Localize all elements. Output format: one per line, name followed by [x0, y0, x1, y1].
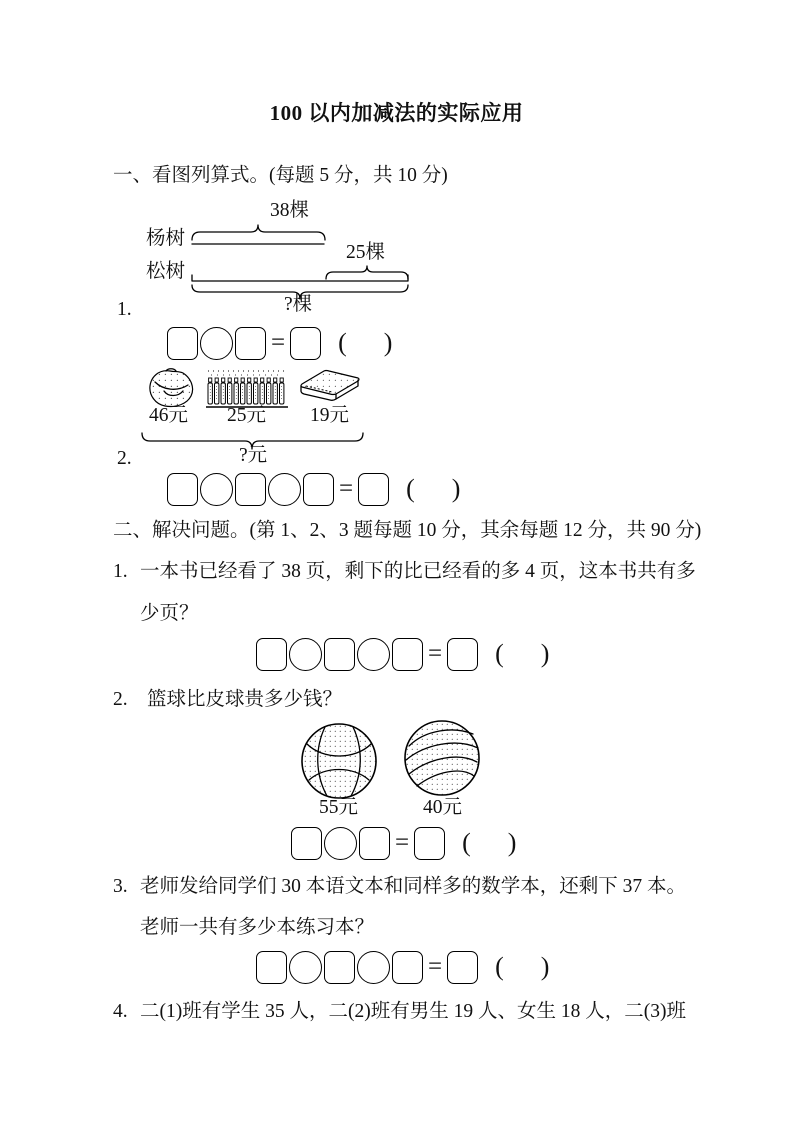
unit-blank-space — [506, 654, 539, 655]
problem1-text-line2: 少页？ — [140, 603, 199, 624]
section1-q1-number: 1. — [117, 299, 132, 320]
section1-q2-number: 2. — [117, 448, 132, 469]
equation-row-problem1 — [256, 636, 549, 672]
problem2-text-line1: 篮球比皮球贵多少钱？ — [147, 689, 343, 710]
equation-row-section1-q1 — [167, 325, 392, 361]
tree-diagram-25-label: 25棵 — [346, 242, 386, 263]
number-box-blank — [256, 951, 287, 984]
operator-circle-blank — [324, 827, 357, 860]
operator-circle-blank — [289, 951, 322, 984]
number-box-blank — [359, 827, 390, 860]
tree-diagram-total-label: ?棵 — [284, 294, 313, 315]
unit-paren-open: ( — [462, 828, 471, 857]
price-diagram-total-label: ?元 — [239, 445, 268, 466]
unit-blank-space — [417, 489, 450, 490]
operator-circle-blank — [200, 327, 233, 360]
unit-paren-close: ) — [507, 828, 517, 857]
problem3-text-line2: 老师一共有多少本练习本？ — [140, 917, 375, 938]
problem3-text-line1: 老师发给同学们 30 本语文本和同样多的数学本，还剩下 37 本。 — [140, 876, 687, 897]
page-title: 100 以内加减法的实际应用 — [269, 101, 524, 125]
number-box-blank — [324, 638, 355, 671]
equals-sign: = — [271, 329, 286, 356]
equals-sign: = — [428, 953, 443, 980]
equation-row-problem2 — [291, 825, 516, 861]
number-box-blank — [324, 951, 355, 984]
number-box-blank — [256, 638, 287, 671]
pencil-case-drawing — [292, 367, 364, 407]
section1-heading: 一、看图列算式。(每题 5 分，共 10 分) — [113, 165, 448, 186]
rubber-ball-drawing — [401, 718, 483, 798]
problem1-number: 1. — [113, 561, 128, 582]
tree-diagram-pine-label: 松树 — [146, 261, 186, 282]
unit-paren-close: ) — [383, 328, 393, 357]
marker-pen-set-drawing — [206, 368, 288, 410]
number-box-blank — [167, 473, 198, 506]
operator-circle-blank — [357, 951, 390, 984]
number-box-blank — [235, 327, 266, 360]
answer-box-blank — [447, 951, 478, 984]
problem1-text-line1: 一本书已经看了 38 页，剩下的比已经看的多 4 页，这本书共有多 — [140, 561, 696, 582]
operator-circle-blank — [268, 473, 301, 506]
price-label-pen-set: 25元 — [227, 405, 267, 426]
answer-box-blank — [447, 638, 478, 671]
equals-sign: = — [339, 475, 354, 502]
number-box-blank — [392, 951, 423, 984]
equation-row-section1-q2 — [167, 471, 460, 507]
schoolbag-drawing — [146, 367, 198, 409]
problem2-number: 2. — [113, 689, 128, 710]
number-box-blank — [235, 473, 266, 506]
section2-heading: 二、解决问题。(第 1、2、3 题每题 10 分，其余每题 12 分，共 90 分) — [113, 520, 702, 541]
unit-paren-open: ( — [495, 639, 504, 668]
number-box-blank — [303, 473, 334, 506]
answer-box-blank — [290, 327, 321, 360]
equation-row-problem3 — [256, 949, 549, 985]
answer-box-blank — [358, 473, 389, 506]
unit-paren-close: ) — [540, 639, 550, 668]
price-label-schoolbag: 46元 — [149, 405, 189, 426]
problem4-text-line1: 二(1)班有学生 35 人，二(2)班有男生 19 人、女生 18 人，二(3)班 — [140, 1001, 686, 1022]
price-label-basketball: 55元 — [319, 797, 359, 818]
price-label-rubber-ball: 40元 — [423, 797, 463, 818]
operator-circle-blank — [357, 638, 390, 671]
problem3-number: 3. — [113, 876, 128, 897]
unit-blank-space — [349, 343, 382, 344]
number-box-blank — [291, 827, 322, 860]
unit-paren-close: ) — [451, 474, 461, 503]
price-label-pencil-case: 19元 — [310, 405, 350, 426]
equals-sign: = — [428, 640, 443, 667]
unit-paren-open: ( — [495, 952, 504, 981]
problem4-number: 4. — [113, 1001, 128, 1022]
unit-paren-close: ) — [540, 952, 550, 981]
unit-blank-space — [506, 967, 539, 968]
number-box-blank — [392, 638, 423, 671]
equals-sign: = — [395, 829, 410, 856]
operator-circle-blank — [289, 638, 322, 671]
unit-paren-open: ( — [406, 474, 415, 503]
tree-diagram-poplar-label: 杨树 — [146, 228, 186, 249]
basketball-drawing — [299, 720, 379, 802]
tree-diagram-38-label: 38棵 — [270, 200, 310, 221]
number-box-blank — [167, 327, 198, 360]
unit-blank-space — [473, 843, 506, 844]
answer-box-blank — [414, 827, 445, 860]
unit-paren-open: ( — [338, 328, 347, 357]
operator-circle-blank — [200, 473, 233, 506]
